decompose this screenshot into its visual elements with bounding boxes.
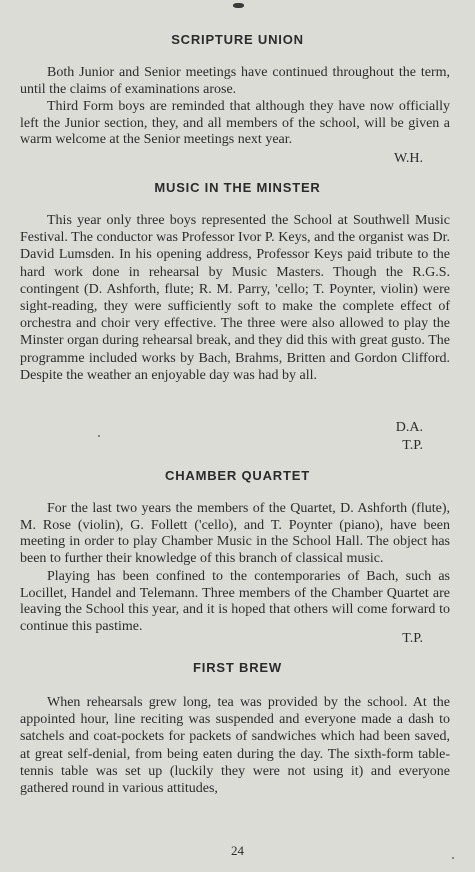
page-number: 24 (231, 843, 244, 858)
chamber-quartet-signature: T.P. (402, 631, 423, 646)
music-minster-heading: MUSIC IN THE MINSTER (154, 180, 321, 195)
first-brew-paragraph: When rehearsals grew long, tea was provided by the school. At the appointed hour, line reciting was suspended and everyone made a dash to satchels and coat-pockets for packets of sandwiches which had been saved, at great self-denial, from being eaten during the day. The sixth-form table-tennis table was set up (luckily they were not using it) and everyone gathered round in various attitudes, (20, 695, 450, 797)
scripture-union-signature: W.H. (393, 151, 423, 166)
scripture-union-heading: SCRIPTURE UNION (171, 32, 304, 47)
ink-mark (233, 3, 244, 8)
scripture-union-paragraph-2: Third Form boys are reminded that although they have now officially left the Junior section, they, and all members of the school, will be given a warm welcome at the Senior meetings next year. (20, 99, 450, 148)
chamber-quartet-paragraph-1: For the last two years the members of the Quartet, D. Ashforth (flute), M. Rose (violin), G. Follett ('cello), and T. Poynter (piano), have been meeting in order to play Chamber Music in the School Hall. The object has been to further their knowledge of this branch of classical music. (20, 501, 450, 566)
ink-speck (98, 435, 100, 437)
chamber-quartet-heading: CHAMBER QUARTET (165, 468, 310, 483)
music-minster-paragraph: This year only three boys represented the School at Southwell Music Festival. The conductor was Professor Ivor P. Keys, and the organist was Dr. David Lumsden. In his opening address, Professor Keys paid tribute to the hard work done in rehearsal by Music Masters. Though the R.G.S. contingent (D. Ashforth, flute; R. M. Parry, 'cello; T. Poynter, violin) were sight-reading, they were sufficiently soft to make the complete effect of orchestra and choir very effective. The three were also allowed to play the Minster organ during rehearsal break, and they did this with great gusto. The programme included works by Bach, Brahms, Britten and Gordon Clifford. Despite the weather an enjoyable day was had by all. (20, 213, 450, 383)
chamber-quartet-paragraph-2: Playing has been confined to the contemporaries of Bach, such as Locillet, Handel and Telemann. Three members of the Chamber Quartet are leaving the School this year, and it is hoped that others will come forward to continue this pastime. (20, 569, 450, 634)
music-minster-signature-2: T.P. (402, 438, 423, 453)
first-brew-heading: FIRST BREW (193, 660, 282, 675)
scripture-union-paragraph-1: Both Junior and Senior meetings have continued throughout the term, until the claims of examinations arose. (20, 65, 450, 97)
music-minster-signature-1: D.A. (395, 420, 423, 435)
